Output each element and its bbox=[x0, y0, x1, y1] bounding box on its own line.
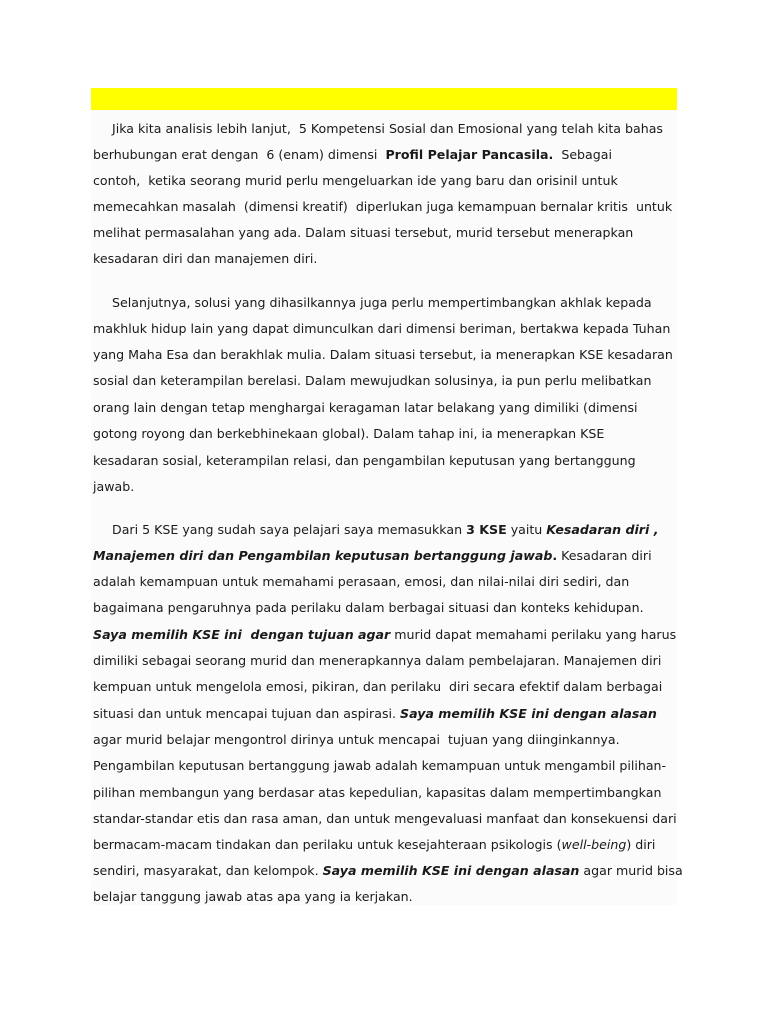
p3-line-4: bagaimana pengaruhnya pada perilaku dalam berbagai situasi dan konteks kehidupan. bbox=[93, 600, 644, 615]
p3-l1-kesadaran-diri: Kesadaran diri , bbox=[546, 522, 659, 537]
p3-l2-text-c: Kesadaran diri bbox=[557, 548, 652, 563]
p2-line-3: yang Maha Esa dan berakhlak mulia. Dalam situasi tersebut, ia menerapkan KSE kesadaran bbox=[93, 347, 673, 362]
p1-line-2-text-a: berhubungan erat dengan 6 (enam) dimensi bbox=[93, 147, 386, 162]
p3-line-15: belajar tanggung jawab atas apa yang ia kerjakan. bbox=[93, 889, 413, 904]
profil-pelajar-pancasila: Profil Pelajar Pancasila. bbox=[385, 147, 554, 162]
p3-l1-3kse: 3 KSE bbox=[466, 522, 507, 537]
p3-l8-text-a: situasi dan untuk mencapai tujuan dan aspirasi. bbox=[93, 706, 401, 721]
yellow-highlight-bar bbox=[91, 88, 677, 110]
p2-line-2: makhluk hidup lain yang dapat dimunculkan dari dimensi beriman, bertakwa kepada Tuhan bbox=[93, 321, 671, 336]
p3-l1-text-a: Dari 5 KSE yang sudah saya pelajari saya memasukkan bbox=[112, 522, 467, 537]
p1-line-1: Jika kita analisis lebih lanjut, 5 Kompetensi Sosial dan Emosional yang telah kita bahas bbox=[112, 121, 663, 136]
p1-line-6: kesadaran diri dan manajemen diri. bbox=[93, 251, 318, 266]
p2-line-8: jawab. bbox=[93, 479, 135, 494]
p3-l8-emphasis: Saya memilih KSE ini dengan alasan bbox=[400, 706, 657, 721]
p2-line-7: kesadaran sosial, keterampilan relasi, dan pengambilan keputusan yang bertanggung bbox=[93, 453, 636, 468]
p3-line-7: kempuan untuk mengelola emosi, pikiran, dan perilaku diri secara efektif dalam berbagai bbox=[93, 679, 663, 694]
p3-l2-kse-list: Manajemen diri dan Pengambilan keputusan bertanggung jawab bbox=[93, 548, 553, 563]
p3-line-5 bbox=[93, 627, 676, 643]
p3-line-3: adalah kemampuan untuk memahami perasaan, emosi, dan nilai-nilai diri sediri, dan bbox=[93, 574, 630, 589]
p3-line-2 bbox=[93, 548, 652, 564]
p3-line-9: agar murid belajar mengontrol dirinya untuk mencapai tujuan yang diinginkannya. bbox=[93, 732, 620, 747]
p2-line-1: Selanjutnya, solusi yang dihasilkannya juga perlu mempertimbangkan akhlak kepada bbox=[112, 295, 652, 310]
p3-l2-period: . bbox=[552, 548, 558, 563]
p2-line-5: orang lain dengan tetap menghargai keragaman latar belakang yang dimiliki (dimensi bbox=[93, 400, 638, 415]
p3-l13-well-being: well-being bbox=[561, 837, 627, 852]
p3-l14-text-c: agar murid bisa bbox=[579, 863, 683, 878]
p3-line-10: Pengambilan keputusan bertanggung jawab adalah kemampuan untuk mengambil pilihan- bbox=[93, 758, 667, 773]
document-body bbox=[91, 110, 683, 905]
p3-line-12: standar-standar etis dan rasa aman, dan untuk mengevaluasi manfaat dan konsekuensi dari bbox=[93, 811, 677, 826]
p1-line-5: melihat permasalahan yang ada. Dalam situasi tersebut, murid tersebut menerapkan bbox=[93, 225, 634, 240]
p3-line-6: dimiliki sebagai seorang murid dan menerapkannya dalam pembelajaran. Manajemen diri bbox=[93, 653, 662, 668]
p1-line-2-text-b: Sebagai bbox=[553, 147, 612, 162]
p3-l5-text-b: murid dapat memahami perilaku yang harus bbox=[390, 627, 677, 642]
p1-line-2 bbox=[93, 147, 612, 163]
p2-line-4: sosial dan keterampilan berelasi. Dalam mewujudkan solusinya, ia pun perlu melibatkan bbox=[93, 373, 652, 388]
p3-line-14 bbox=[93, 863, 683, 879]
p3-line-1 bbox=[112, 522, 659, 538]
p1-line-3: contoh, ketika seorang murid perlu mengeluarkan ide yang baru dan orisinil untuk bbox=[93, 173, 618, 188]
p3-l14-emphasis: Saya memilih KSE ini dengan alasan bbox=[322, 863, 580, 878]
p2-line-6: gotong royong dan berkebhinekaan global). Dalam tahap ini, ia menerapkan KSE bbox=[93, 426, 605, 441]
p3-l5-emphasis: Saya memilih KSE ini dengan tujuan agar bbox=[93, 627, 391, 642]
p3-line-8 bbox=[93, 706, 657, 722]
p1-line-4: memecahkan masalah (dimensi kreatif) diperlukan juga kemampuan bernalar kritis untuk bbox=[93, 199, 673, 214]
p3-l13-text-a: bermacam-macam tindakan dan perilaku untuk kesejahteraan psikologis ( bbox=[93, 837, 562, 852]
p3-line-13 bbox=[93, 837, 655, 853]
p3-l1-text-c: yaitu bbox=[506, 522, 547, 537]
p3-line-11: pilihan membangun yang berdasar atas kepedulian, kapasitas dalam mempertimbangkan bbox=[93, 785, 662, 800]
p3-l13-text-c: ) diri bbox=[626, 837, 656, 852]
p3-l14-text-a: sendiri, masyarakat, dan kelompok. bbox=[93, 863, 323, 878]
